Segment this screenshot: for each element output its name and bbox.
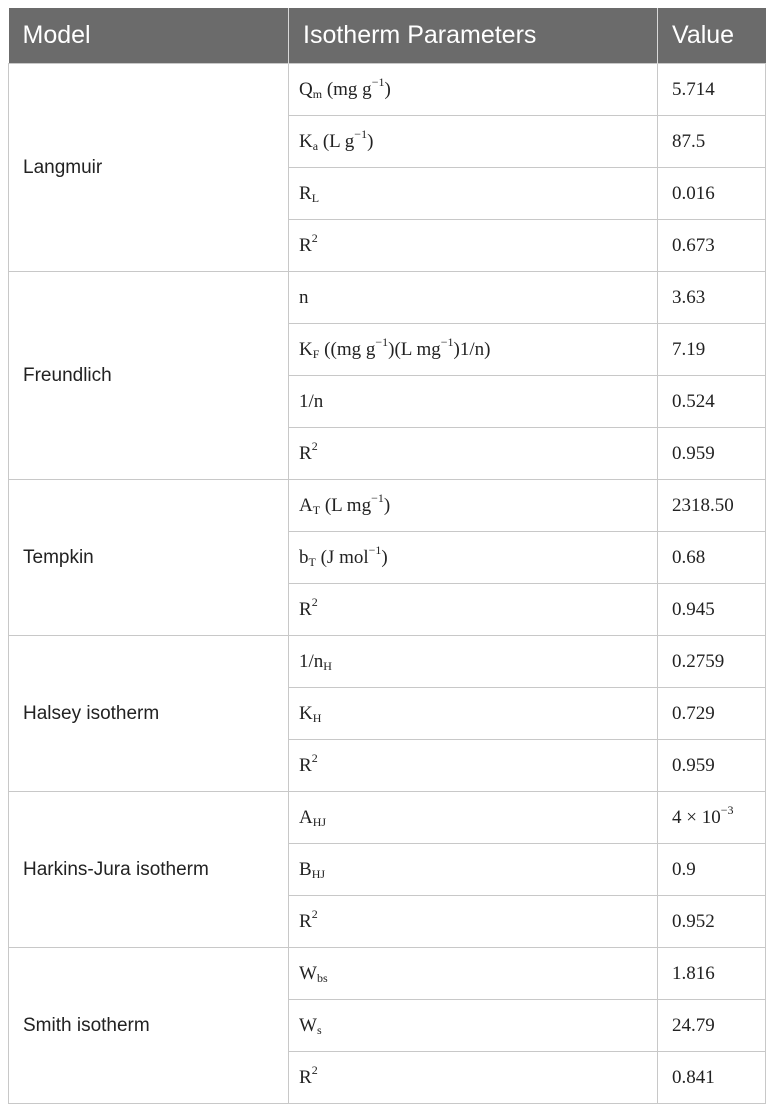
text-fragment: )	[381, 546, 388, 568]
text-fragment: 87.5	[672, 130, 706, 152]
text-fragment: (L g	[318, 130, 355, 152]
header-isotherm-parameters: Isotherm Parameters	[289, 8, 658, 64]
text-fragment: 0.729	[672, 702, 715, 724]
text-fragment: (mg g	[322, 78, 372, 100]
text-fragment: R	[299, 182, 312, 204]
text-fragment: 0.016	[672, 182, 715, 204]
model-cell: Freundlich	[9, 272, 289, 480]
text-fragment: 4 × 10	[672, 806, 721, 828]
text-fragment: R	[299, 234, 312, 256]
text-fragment: R	[299, 910, 312, 932]
text-fragment: A	[299, 806, 313, 828]
table-row	[9, 636, 766, 688]
text-fragment: 1/n	[299, 390, 324, 412]
table-header	[9, 8, 766, 64]
value-cell	[658, 584, 766, 636]
parameter-cell	[289, 532, 658, 584]
text-fragment: W	[299, 1014, 317, 1036]
header-row	[9, 8, 766, 64]
parameter-cell	[289, 948, 658, 1000]
parameter-cell	[289, 1000, 658, 1052]
table-row	[9, 792, 766, 844]
text-fragment: −1	[368, 542, 382, 557]
text-fragment: a	[312, 138, 319, 153]
table-row	[9, 480, 766, 532]
text-fragment: K	[299, 338, 313, 360]
value-cell	[658, 688, 766, 740]
text-fragment: −1	[375, 334, 389, 349]
parameter-cell	[289, 792, 658, 844]
value-cell	[658, 376, 766, 428]
text-fragment: Q	[299, 78, 313, 100]
text-fragment: L	[311, 190, 320, 205]
text-fragment: 3.63	[672, 286, 706, 308]
table-body	[9, 64, 766, 1104]
value-cell	[658, 740, 766, 792]
text-fragment: 0.2759	[672, 650, 725, 672]
text-fragment: m	[312, 86, 323, 101]
parameter-cell	[289, 584, 658, 636]
model-cell: Harkins-Jura isotherm	[9, 792, 289, 948]
value-cell	[658, 792, 766, 844]
parameter-cell	[289, 636, 658, 688]
text-fragment: )(L mg	[388, 338, 441, 360]
value-cell	[658, 324, 766, 376]
text-fragment: 1.816	[672, 962, 715, 984]
text-fragment: bs	[316, 970, 328, 985]
text-fragment: )	[367, 130, 374, 152]
text-fragment: HJ	[312, 814, 327, 829]
text-fragment: −3	[720, 802, 734, 817]
text-fragment: 2	[311, 594, 318, 609]
parameter-cell	[289, 272, 658, 324]
parameter-cell	[289, 376, 658, 428]
text-fragment: (L mg	[320, 494, 372, 516]
table-row	[9, 272, 766, 324]
text-fragment: 0.673	[672, 234, 715, 256]
text-fragment: A	[299, 494, 313, 516]
parameter-cell	[289, 1052, 658, 1104]
table-row	[9, 64, 766, 116]
text-fragment: −1	[354, 126, 368, 141]
text-fragment: 7.19	[672, 338, 706, 360]
value-cell	[658, 636, 766, 688]
parameter-cell	[289, 480, 658, 532]
parameter-cell	[289, 896, 658, 948]
text-fragment: T	[312, 502, 321, 517]
text-fragment: 24.79	[672, 1014, 715, 1036]
model-cell: Halsey isotherm	[9, 636, 289, 792]
text-fragment: 5.714	[672, 78, 715, 100]
text-fragment: 0.68	[672, 546, 706, 568]
text-fragment: )	[384, 78, 391, 100]
text-fragment: T	[308, 554, 316, 569]
model-cell: Tempkin	[9, 480, 289, 636]
text-fragment: 2	[311, 906, 318, 921]
header-value: Value	[658, 8, 766, 64]
text-fragment: H	[323, 658, 332, 673]
parameter-cell	[289, 428, 658, 480]
text-fragment: 0.952	[672, 910, 715, 932]
table-row	[9, 948, 766, 1000]
text-fragment: 0.959	[672, 442, 715, 464]
text-fragment: F	[312, 346, 320, 361]
text-fragment: b	[299, 546, 309, 568]
text-fragment: R	[299, 754, 312, 776]
text-fragment: 0.9	[672, 858, 696, 880]
text-fragment: R	[299, 1066, 312, 1088]
text-fragment: −1	[371, 490, 384, 505]
header-model: Model	[9, 8, 289, 64]
text-fragment: 1/n	[299, 650, 324, 672]
text-fragment: R	[299, 598, 312, 620]
text-fragment: (J mol	[315, 546, 369, 568]
parameter-cell	[289, 688, 658, 740]
value-cell	[658, 116, 766, 168]
text-fragment: 0.959	[672, 754, 715, 776]
isotherm-parameters-table	[8, 8, 766, 1104]
parameter-cell	[289, 324, 658, 376]
value-cell	[658, 168, 766, 220]
value-cell	[658, 428, 766, 480]
text-fragment: 2	[311, 230, 318, 245]
value-cell	[658, 1000, 766, 1052]
text-fragment: K	[299, 702, 313, 724]
value-cell	[658, 532, 766, 584]
parameter-cell	[289, 844, 658, 896]
parameter-cell	[289, 64, 658, 116]
text-fragment: −1	[440, 334, 454, 349]
text-fragment: 2	[311, 1062, 318, 1077]
text-fragment: ((mg g	[319, 338, 376, 360]
parameter-cell	[289, 220, 658, 272]
value-cell	[658, 1052, 766, 1104]
value-cell	[658, 948, 766, 1000]
text-fragment: B	[299, 858, 312, 880]
text-fragment: )1/n)	[453, 338, 491, 360]
text-fragment: 0.524	[672, 390, 715, 412]
model-cell: Langmuir	[9, 64, 289, 272]
text-fragment: s	[316, 1022, 322, 1037]
parameter-cell	[289, 168, 658, 220]
text-fragment: n	[299, 286, 309, 308]
parameter-cell	[289, 116, 658, 168]
parameter-cell	[289, 740, 658, 792]
text-fragment: K	[299, 130, 313, 152]
value-cell	[658, 220, 766, 272]
value-cell	[658, 896, 766, 948]
text-fragment: )	[383, 494, 391, 516]
value-cell	[658, 480, 766, 532]
value-cell	[658, 272, 766, 324]
text-fragment: W	[299, 962, 317, 984]
model-cell: Smith isotherm	[9, 948, 289, 1104]
text-fragment: 2	[311, 438, 318, 453]
text-fragment: 2	[311, 750, 318, 765]
value-cell	[658, 64, 766, 116]
text-fragment: 0.841	[672, 1066, 715, 1088]
text-fragment: HJ	[311, 866, 326, 881]
text-fragment: H	[312, 710, 322, 725]
text-fragment: 2318.50	[672, 494, 734, 516]
text-fragment: R	[299, 442, 312, 464]
text-fragment: 0.945	[672, 598, 715, 620]
text-fragment: −1	[371, 74, 385, 89]
value-cell	[658, 844, 766, 896]
